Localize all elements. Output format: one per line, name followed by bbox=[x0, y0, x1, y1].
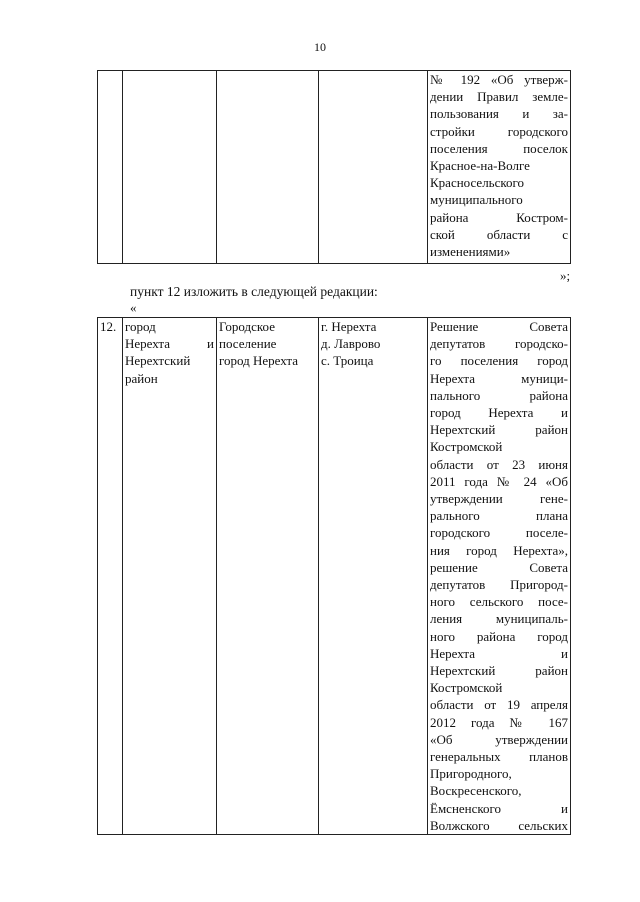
text-line: Нерехтский район bbox=[430, 422, 568, 438]
table-cell-settlement bbox=[217, 71, 319, 264]
text-line: 2011 года № 24 «Об bbox=[430, 473, 568, 489]
text-line: д. Лаврово bbox=[321, 336, 381, 352]
text-line: Городское bbox=[219, 319, 275, 334]
text-line: области от 23 июня bbox=[430, 456, 568, 472]
table-cell-municipality bbox=[123, 318, 217, 835]
table-cell-document bbox=[428, 318, 571, 835]
text-line: Нерехтский район bbox=[430, 663, 568, 679]
text-line: района Костром- bbox=[430, 209, 568, 225]
text-line: Костромской bbox=[430, 439, 503, 455]
text-line: № 192 «Об утверж- bbox=[430, 72, 568, 87]
table-cell-municipality bbox=[123, 71, 217, 264]
table-cell-number: 12. bbox=[98, 318, 123, 835]
text-line: ного района город bbox=[430, 628, 568, 644]
text-line: ской области с bbox=[430, 226, 568, 242]
text-line: Красное-на-Волге bbox=[430, 158, 530, 174]
text-line: пользования и за- bbox=[430, 106, 568, 122]
text-line: рального плана bbox=[430, 508, 568, 524]
text-line: Нерехта муници- bbox=[430, 370, 568, 386]
text-line: поселения поселок bbox=[430, 140, 568, 156]
text-line: дении Правил земле- bbox=[430, 89, 568, 105]
text-line: ления муниципаль- bbox=[430, 611, 568, 627]
text-line: город Нерехта и bbox=[430, 405, 568, 421]
text-line: ния город Нерехта», bbox=[430, 542, 568, 558]
text-line: стройки городского bbox=[430, 123, 568, 139]
text-line: генеральных планов bbox=[430, 749, 568, 765]
text-line: Нерехтский bbox=[125, 353, 191, 369]
text-line: с. Троица bbox=[321, 353, 374, 369]
table-cell-localities bbox=[319, 318, 428, 835]
table-continued bbox=[97, 70, 571, 264]
amendment-text: пункт 12 изложить в следующей редакции: bbox=[130, 284, 378, 299]
text-line: 2012 года № 167 bbox=[430, 714, 568, 730]
table-item-12 bbox=[97, 317, 571, 835]
table-row bbox=[98, 71, 571, 264]
text-line: Нерехта и bbox=[430, 645, 568, 661]
text-line: депутатов городско- bbox=[430, 336, 568, 352]
text-line: депутатов Пригород- bbox=[430, 577, 568, 593]
text-line: Пригородного, bbox=[430, 766, 512, 782]
text-line: го поселения город bbox=[430, 353, 568, 369]
text-line: области от 19 апреля bbox=[430, 697, 568, 713]
page-number: 10 bbox=[314, 40, 326, 54]
opening-quote: « bbox=[130, 300, 137, 315]
text-line: «Об утверждении bbox=[430, 731, 568, 747]
text-line: Костромской bbox=[430, 680, 503, 696]
text-line: ного сельского посе- bbox=[430, 594, 568, 610]
text-line: город Нерехта bbox=[219, 353, 299, 369]
text-line: изменениями» bbox=[430, 244, 511, 260]
text-line: решение Совета bbox=[430, 559, 568, 575]
text-line: пального района bbox=[430, 387, 568, 403]
text-line: Ёмсненского и bbox=[430, 800, 568, 816]
closing-quote: »; bbox=[560, 268, 571, 283]
text-line: г. Нерехта bbox=[321, 319, 377, 334]
text-line: городского поселе- bbox=[430, 525, 568, 541]
table-cell-localities bbox=[319, 71, 428, 264]
text-line: Красносельского bbox=[430, 175, 525, 191]
table-cell-settlement bbox=[217, 318, 319, 835]
table-cell-number bbox=[98, 71, 123, 264]
text-line: Волжского сельских bbox=[430, 817, 568, 833]
text-line: город bbox=[125, 319, 156, 334]
text-line: муниципального bbox=[430, 192, 523, 208]
text-line: Воскресенского, bbox=[430, 783, 522, 799]
table-cell-document bbox=[428, 71, 571, 264]
text-line: поселение bbox=[219, 336, 277, 352]
table-row bbox=[98, 318, 571, 835]
text-line: утверждении гене- bbox=[430, 491, 568, 507]
text-line: район bbox=[125, 370, 158, 386]
text-line: Нерехта и bbox=[125, 336, 214, 352]
text-line: Решение Совета bbox=[430, 319, 568, 334]
